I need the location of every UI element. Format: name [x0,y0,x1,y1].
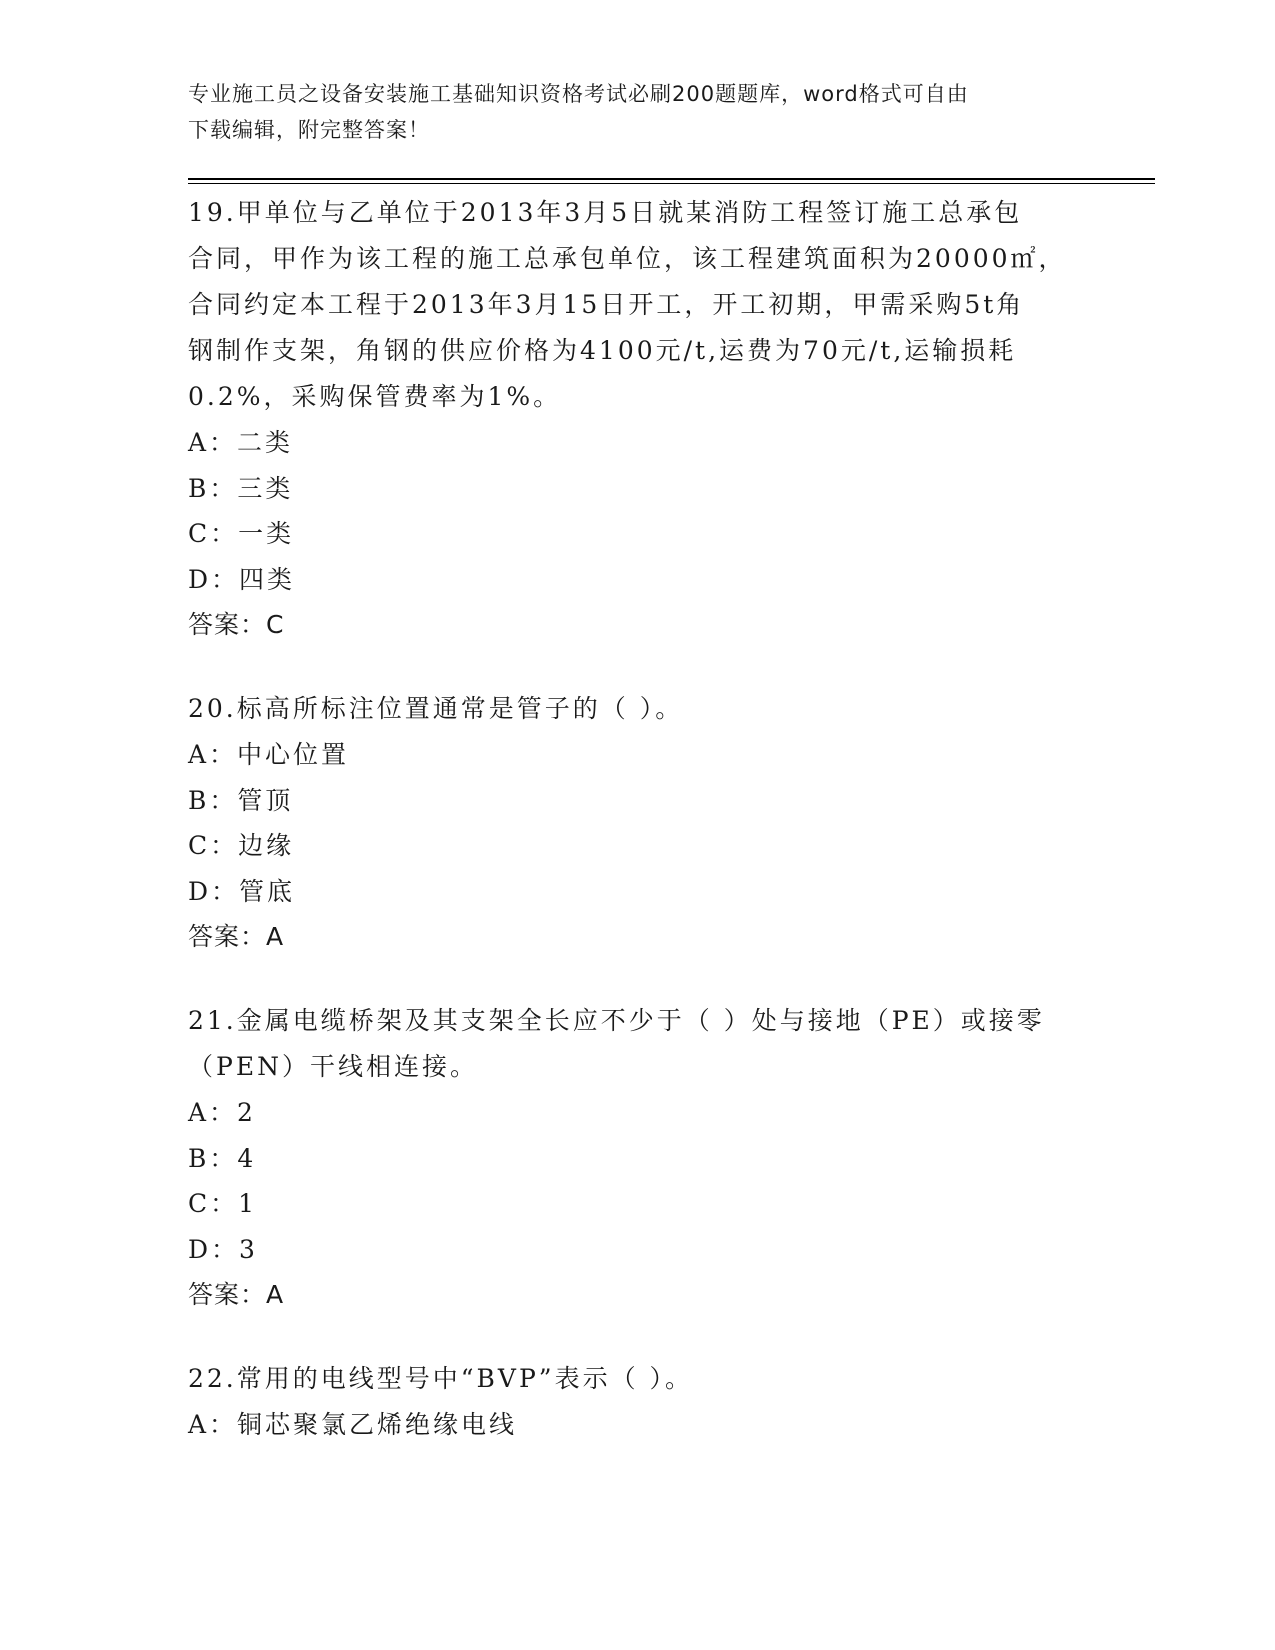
option-b: B：三类 [188,473,294,503]
question-text-line: 0.2%，采购保管费率为1%。 [188,382,562,411]
option-d: D：3 [188,1234,258,1264]
answer-line: 答案：A [188,1280,285,1309]
option-c: C：边缘 [188,831,295,860]
answer-line: 答案：A [188,922,285,951]
header-divider-thick [188,178,1155,180]
header-line-2: 下载编辑，附完整答案！ [188,118,430,142]
header-line-1: 专业施工员之设备安装施工基础知识资格考试必刷200题题库，word格式可自由 [188,82,969,106]
question-text-line: （PEN）干线相连接。 [188,1052,478,1081]
option-a: A：铜芯聚氯乙烯绝缘电线 [188,1410,518,1439]
question-text-line: 合同，甲作为该工程的施工总承包单位，该工程建筑面积为20000㎡， [188,244,1067,273]
option-d: D：管底 [188,876,296,906]
option-c: C：一类 [188,519,295,548]
option-a: A：中心位置 [188,740,350,769]
document-header [188,76,1088,148]
question-text-line: 19.甲单位与乙单位于2013年3月5日就某消防工程签订施工总承包 [188,198,1023,227]
question-text-line: 合同约定本工程于2013年3月15日开工，开工初期，甲需采购5t角 [188,290,1025,319]
question-22 [188,1356,1088,1448]
option-a: A：二类 [188,428,294,457]
question-20 [188,686,1088,960]
question-text-line: 钢制作支架，角钢的供应价格为4100元/t,运费为70元/t,运输损耗 [188,336,1017,365]
option-b: B：管顶 [188,785,294,815]
option-a: A：2 [188,1098,256,1127]
answer-line: 答案：C [188,610,285,639]
question-text-line: 20.标高所标注位置通常是管子的（ ）。 [188,694,684,723]
option-d: D：四类 [188,564,296,594]
question-text-line: 21.金属电缆桥架及其支架全长应不少于（ ）处与接地（PE）或接零 [188,1006,1045,1035]
question-text-line: 22.常用的电线型号中“BVP”表示（ ）。 [188,1364,694,1393]
header-divider-thin [188,183,1155,184]
option-c: C：1 [188,1189,258,1218]
question-19 [188,190,1088,648]
question-list [188,190,1088,1486]
option-b: B：4 [188,1143,257,1173]
question-21 [188,998,1088,1318]
